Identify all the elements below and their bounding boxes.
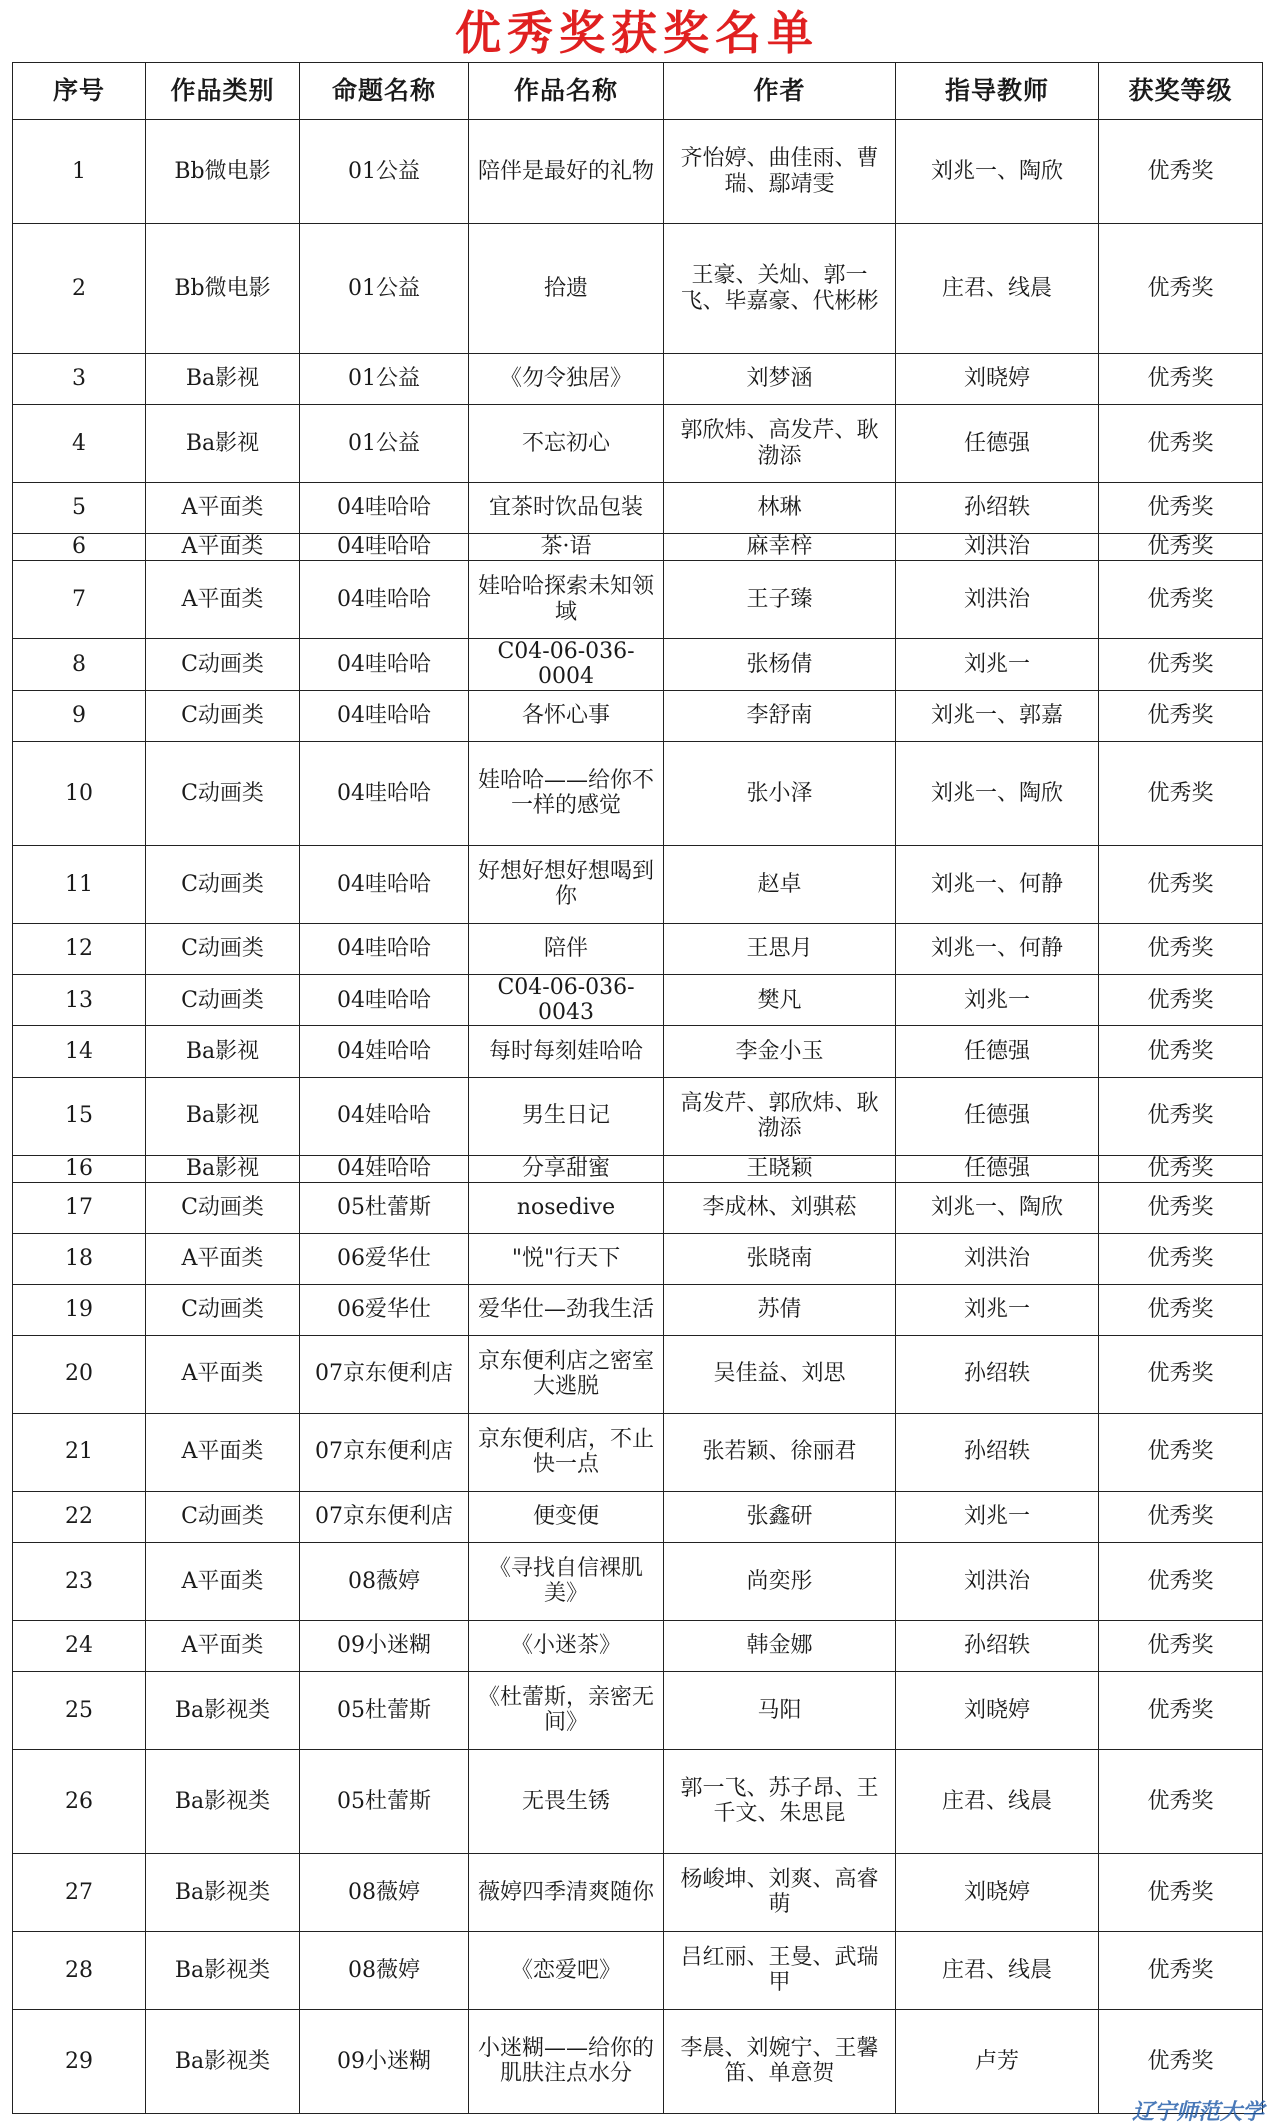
cell-author: 赵卓 xyxy=(664,845,896,923)
cell-work-title: C04-06-036-0004 xyxy=(469,639,664,691)
table-row xyxy=(13,1749,1263,1853)
cell-advisor: 刘兆一、陶欣 xyxy=(896,741,1099,845)
cell-category: Ba影视类 xyxy=(146,1671,300,1749)
cell-index: 2 xyxy=(13,224,146,354)
cell-work-title: 《恋爱吧》 xyxy=(469,1931,664,2009)
cell-topic: 04娃哈哈 xyxy=(300,1155,469,1182)
table-row xyxy=(13,534,1263,561)
cell-advisor: 刘洪治 xyxy=(896,1542,1099,1620)
cell-author: 李成林、刘骐菘 xyxy=(664,1182,896,1233)
cell-work-title: 娃哈哈——给你不一样的感觉 xyxy=(469,741,664,845)
cell-topic: 04哇哈哈 xyxy=(300,639,469,691)
cell-topic: 04哇哈哈 xyxy=(300,534,469,561)
cell-category: C动画类 xyxy=(146,923,300,974)
cell-author: 吴佳益、刘思 xyxy=(664,1335,896,1413)
table-row xyxy=(13,1931,1263,2009)
cell-award-level: 优秀奖 xyxy=(1099,1671,1263,1749)
cell-topic: 05杜蕾斯 xyxy=(300,1182,469,1233)
cell-topic: 04哇哈哈 xyxy=(300,483,469,534)
table-row xyxy=(13,1671,1263,1749)
cell-topic: 05杜蕾斯 xyxy=(300,1671,469,1749)
cell-advisor: 刘兆一、何静 xyxy=(896,845,1099,923)
cell-index: 8 xyxy=(13,639,146,691)
cell-award-level: 优秀奖 xyxy=(1099,1542,1263,1620)
table-row xyxy=(13,1077,1263,1155)
cell-work-title: 娃哈哈探索未知领域 xyxy=(469,561,664,639)
cell-award-level: 优秀奖 xyxy=(1099,405,1263,483)
cell-work-title: 京东便利店，不止快一点 xyxy=(469,1413,664,1491)
cell-author: 张若颖、徐丽君 xyxy=(664,1413,896,1491)
cell-topic: 04娃哈哈 xyxy=(300,1026,469,1077)
cell-index: 5 xyxy=(13,483,146,534)
cell-work-title: 男生日记 xyxy=(469,1077,664,1155)
cell-work-title: 爱华仕—劲我生活 xyxy=(469,1284,664,1335)
cell-index: 4 xyxy=(13,405,146,483)
cell-index: 13 xyxy=(13,974,146,1026)
cell-advisor: 刘晓婷 xyxy=(896,354,1099,405)
cell-work-title: C04-06-036-0043 xyxy=(469,974,664,1026)
table-row xyxy=(13,1335,1263,1413)
cell-award-level: 优秀奖 xyxy=(1099,1491,1263,1542)
cell-category: A平面类 xyxy=(146,561,300,639)
cell-author: 樊凡 xyxy=(664,974,896,1026)
cell-work-title: 不忘初心 xyxy=(469,405,664,483)
table-row xyxy=(13,1853,1263,1931)
award-table xyxy=(12,62,1263,2114)
cell-topic: 08薇婷 xyxy=(300,1542,469,1620)
cell-category: C动画类 xyxy=(146,1284,300,1335)
cell-author: 王思月 xyxy=(664,923,896,974)
header-work-title: 作品名称 xyxy=(469,63,664,120)
cell-work-title: 薇婷四季清爽随你 xyxy=(469,1853,664,1931)
cell-award-level: 优秀奖 xyxy=(1099,690,1263,741)
table-header-row xyxy=(13,63,1263,120)
header-advisor: 指导教师 xyxy=(896,63,1099,120)
cell-author: 李金小玉 xyxy=(664,1026,896,1077)
cell-category: C动画类 xyxy=(146,1182,300,1233)
table-row xyxy=(13,1491,1263,1542)
table-row xyxy=(13,690,1263,741)
cell-award-level: 优秀奖 xyxy=(1099,120,1263,224)
cell-topic: 04哇哈哈 xyxy=(300,741,469,845)
cell-index: 24 xyxy=(13,1620,146,1671)
cell-advisor: 刘洪治 xyxy=(896,561,1099,639)
table-row xyxy=(13,120,1263,224)
cell-advisor: 刘兆一、陶欣 xyxy=(896,1182,1099,1233)
cell-topic: 04娃哈哈 xyxy=(300,1077,469,1155)
cell-index: 28 xyxy=(13,1931,146,2009)
cell-award-level: 优秀奖 xyxy=(1099,1155,1263,1182)
cell-category: C动画类 xyxy=(146,639,300,691)
cell-category: Ba影视类 xyxy=(146,2009,300,2113)
cell-category: A平面类 xyxy=(146,483,300,534)
cell-advisor: 刘兆一、何静 xyxy=(896,923,1099,974)
cell-advisor: 庄君、线晨 xyxy=(896,1749,1099,1853)
page-title: 优秀奖获奖名单 xyxy=(455,6,819,60)
table-row xyxy=(13,1542,1263,1620)
cell-author: 王晓颖 xyxy=(664,1155,896,1182)
table-row xyxy=(13,923,1263,974)
cell-advisor: 刘兆一、陶欣 xyxy=(896,120,1099,224)
cell-category: A平面类 xyxy=(146,1233,300,1284)
cell-category: A平面类 xyxy=(146,1335,300,1413)
cell-author: 李晨、刘婉宁、王馨笛、单意贺 xyxy=(664,2009,896,2113)
header-index: 序号 xyxy=(13,63,146,120)
cell-index: 22 xyxy=(13,1491,146,1542)
cell-topic: 08薇婷 xyxy=(300,1853,469,1931)
cell-author: 张小泽 xyxy=(664,741,896,845)
cell-work-title: 每时每刻娃哈哈 xyxy=(469,1026,664,1077)
cell-index: 6 xyxy=(13,534,146,561)
cell-advisor: 庄君、线晨 xyxy=(896,1931,1099,2009)
cell-work-title: 茶·语 xyxy=(469,534,664,561)
cell-award-level: 优秀奖 xyxy=(1099,224,1263,354)
cell-award-level: 优秀奖 xyxy=(1099,534,1263,561)
cell-award-level: 优秀奖 xyxy=(1099,2009,1263,2113)
cell-author: 张晓南 xyxy=(664,1233,896,1284)
table-row xyxy=(13,483,1263,534)
cell-advisor: 任德强 xyxy=(896,1155,1099,1182)
cell-work-title: 各怀心事 xyxy=(469,690,664,741)
table-row xyxy=(13,845,1263,923)
cell-topic: 07京东便利店 xyxy=(300,1491,469,1542)
cell-author: 吕红丽、王曼、武瑞甲 xyxy=(664,1931,896,2009)
table-row xyxy=(13,1026,1263,1077)
cell-author: 张鑫研 xyxy=(664,1491,896,1542)
cell-category: Ba影视 xyxy=(146,405,300,483)
header-topic: 命题名称 xyxy=(300,63,469,120)
cell-category: C动画类 xyxy=(146,741,300,845)
cell-work-title: 《寻找自信裸肌美》 xyxy=(469,1542,664,1620)
cell-topic: 08薇婷 xyxy=(300,1931,469,2009)
cell-category: Bb微电影 xyxy=(146,120,300,224)
header-category: 作品类别 xyxy=(146,63,300,120)
cell-work-title: 陪伴是最好的礼物 xyxy=(469,120,664,224)
cell-topic: 05杜蕾斯 xyxy=(300,1749,469,1853)
cell-work-title: "悦"行天下 xyxy=(469,1233,664,1284)
cell-topic: 01公益 xyxy=(300,224,469,354)
cell-topic: 06爱华仕 xyxy=(300,1284,469,1335)
cell-index: 21 xyxy=(13,1413,146,1491)
cell-category: Ba影视类 xyxy=(146,1749,300,1853)
cell-category: A平面类 xyxy=(146,1542,300,1620)
cell-index: 12 xyxy=(13,923,146,974)
cell-index: 3 xyxy=(13,354,146,405)
cell-award-level: 优秀奖 xyxy=(1099,1077,1263,1155)
cell-advisor: 孙绍轶 xyxy=(896,1413,1099,1491)
cell-category: A平面类 xyxy=(146,1413,300,1491)
cell-topic: 07京东便利店 xyxy=(300,1335,469,1413)
cell-topic: 04哇哈哈 xyxy=(300,974,469,1026)
cell-author: 杨峻坤、刘爽、高睿萌 xyxy=(664,1853,896,1931)
cell-index: 17 xyxy=(13,1182,146,1233)
cell-advisor: 孙绍轶 xyxy=(896,1335,1099,1413)
cell-index: 23 xyxy=(13,1542,146,1620)
cell-award-level: 优秀奖 xyxy=(1099,923,1263,974)
cell-award-level: 优秀奖 xyxy=(1099,974,1263,1026)
cell-category: A平面类 xyxy=(146,534,300,561)
cell-index: 1 xyxy=(13,120,146,224)
table-row xyxy=(13,1284,1263,1335)
cell-topic: 04哇哈哈 xyxy=(300,845,469,923)
cell-index: 9 xyxy=(13,690,146,741)
header-author: 作者 xyxy=(664,63,896,120)
cell-category: C动画类 xyxy=(146,974,300,1026)
cell-advisor: 任德强 xyxy=(896,405,1099,483)
cell-index: 20 xyxy=(13,1335,146,1413)
cell-award-level: 优秀奖 xyxy=(1099,639,1263,691)
cell-award-level: 优秀奖 xyxy=(1099,1284,1263,1335)
cell-work-title: 分享甜蜜 xyxy=(469,1155,664,1182)
cell-award-level: 优秀奖 xyxy=(1099,1233,1263,1284)
cell-advisor: 任德强 xyxy=(896,1077,1099,1155)
cell-work-title: 好想好想好想喝到你 xyxy=(469,845,664,923)
cell-advisor: 孙绍轶 xyxy=(896,483,1099,534)
cell-topic: 01公益 xyxy=(300,405,469,483)
cell-advisor: 孙绍轶 xyxy=(896,1620,1099,1671)
cell-award-level: 优秀奖 xyxy=(1099,1335,1263,1413)
cell-author: 苏倩 xyxy=(664,1284,896,1335)
table-row xyxy=(13,405,1263,483)
table-row xyxy=(13,974,1263,1026)
cell-index: 11 xyxy=(13,845,146,923)
cell-topic: 07京东便利店 xyxy=(300,1413,469,1491)
cell-advisor: 刘晓婷 xyxy=(896,1671,1099,1749)
cell-index: 26 xyxy=(13,1749,146,1853)
cell-index: 15 xyxy=(13,1077,146,1155)
cell-author: 郭欣炜、高发芹、耿渤添 xyxy=(664,405,896,483)
cell-author: 李舒南 xyxy=(664,690,896,741)
cell-advisor: 刘兆一 xyxy=(896,974,1099,1026)
table-row xyxy=(13,354,1263,405)
table-row xyxy=(13,1620,1263,1671)
cell-award-level: 优秀奖 xyxy=(1099,354,1263,405)
cell-author: 张杨倩 xyxy=(664,639,896,691)
cell-author: 林琳 xyxy=(664,483,896,534)
cell-advisor: 刘兆一 xyxy=(896,1491,1099,1542)
table-row xyxy=(13,1182,1263,1233)
cell-author: 齐怡婷、曲佳雨、曹瑞、鄢靖雯 xyxy=(664,120,896,224)
cell-author: 王子臻 xyxy=(664,561,896,639)
cell-work-title: 京东便利店之密室大逃脱 xyxy=(469,1335,664,1413)
cell-topic: 01公益 xyxy=(300,120,469,224)
cell-index: 25 xyxy=(13,1671,146,1749)
cell-index: 7 xyxy=(13,561,146,639)
cell-author: 韩金娜 xyxy=(664,1620,896,1671)
cell-award-level: 优秀奖 xyxy=(1099,1026,1263,1077)
cell-index: 27 xyxy=(13,1853,146,1931)
cell-author: 王豪、关灿、郭一飞、毕嘉豪、代彬彬 xyxy=(664,224,896,354)
cell-category: Bb微电影 xyxy=(146,224,300,354)
cell-work-title: nosedive xyxy=(469,1182,664,1233)
cell-category: Ba影视 xyxy=(146,1155,300,1182)
cell-award-level: 优秀奖 xyxy=(1099,1182,1263,1233)
cell-work-title: 《勿令独居》 xyxy=(469,354,664,405)
cell-index: 19 xyxy=(13,1284,146,1335)
table-row xyxy=(13,741,1263,845)
cell-index: 16 xyxy=(13,1155,146,1182)
cell-work-title: 无畏生锈 xyxy=(469,1749,664,1853)
cell-advisor: 刘兆一 xyxy=(896,639,1099,691)
university-watermark: 辽宁师范大学 xyxy=(1131,2100,1264,2125)
cell-topic: 09小迷糊 xyxy=(300,2009,469,2113)
cell-award-level: 优秀奖 xyxy=(1099,1749,1263,1853)
cell-award-level: 优秀奖 xyxy=(1099,845,1263,923)
cell-advisor: 刘兆一 xyxy=(896,1284,1099,1335)
cell-work-title: 《杜蕾斯，亲密无间》 xyxy=(469,1671,664,1749)
cell-award-level: 优秀奖 xyxy=(1099,483,1263,534)
cell-work-title: 宜茶时饮品包装 xyxy=(469,483,664,534)
cell-work-title: 《小迷茶》 xyxy=(469,1620,664,1671)
cell-index: 29 xyxy=(13,2009,146,2113)
cell-work-title: 便变便 xyxy=(469,1491,664,1542)
cell-award-level: 优秀奖 xyxy=(1099,561,1263,639)
header-award-level: 获奖等级 xyxy=(1099,63,1263,120)
cell-author: 马阳 xyxy=(664,1671,896,1749)
cell-author: 高发芹、郭欣炜、耿渤添 xyxy=(664,1077,896,1155)
cell-advisor: 刘兆一、郭嘉 xyxy=(896,690,1099,741)
table-row xyxy=(13,1413,1263,1491)
cell-category: Ba影视 xyxy=(146,354,300,405)
cell-author: 尚奕彤 xyxy=(664,1542,896,1620)
cell-category: Ba影视 xyxy=(146,1077,300,1155)
cell-advisor: 刘晓婷 xyxy=(896,1853,1099,1931)
cell-work-title: 小迷糊——给你的肌肤注点水分 xyxy=(469,2009,664,2113)
cell-award-level: 优秀奖 xyxy=(1099,1620,1263,1671)
cell-category: Ba影视类 xyxy=(146,1853,300,1931)
cell-category: C动画类 xyxy=(146,845,300,923)
cell-topic: 06爱华仕 xyxy=(300,1233,469,1284)
cell-advisor: 刘洪治 xyxy=(896,1233,1099,1284)
cell-author: 郭一飞、苏子昂、王千文、朱思昆 xyxy=(664,1749,896,1853)
cell-work-title: 拾遗 xyxy=(469,224,664,354)
cell-advisor: 任德强 xyxy=(896,1026,1099,1077)
cell-award-level: 优秀奖 xyxy=(1099,1413,1263,1491)
table-row xyxy=(13,224,1263,354)
cell-category: Ba影视类 xyxy=(146,1931,300,2009)
cell-advisor: 庄君、线晨 xyxy=(896,224,1099,354)
cell-work-title: 陪伴 xyxy=(469,923,664,974)
cell-topic: 04哇哈哈 xyxy=(300,561,469,639)
table-row xyxy=(13,1155,1263,1182)
cell-advisor: 刘洪治 xyxy=(896,534,1099,561)
cell-topic: 01公益 xyxy=(300,354,469,405)
table-row xyxy=(13,2009,1263,2113)
cell-index: 18 xyxy=(13,1233,146,1284)
cell-topic: 09小迷糊 xyxy=(300,1620,469,1671)
cell-topic: 04哇哈哈 xyxy=(300,923,469,974)
cell-topic: 04哇哈哈 xyxy=(300,690,469,741)
cell-index: 10 xyxy=(13,741,146,845)
cell-index: 14 xyxy=(13,1026,146,1077)
cell-award-level: 优秀奖 xyxy=(1099,741,1263,845)
cell-author: 刘梦涵 xyxy=(664,354,896,405)
cell-category: Ba影视 xyxy=(146,1026,300,1077)
table-row xyxy=(13,561,1263,639)
table-row xyxy=(13,639,1263,691)
cell-award-level: 优秀奖 xyxy=(1099,1931,1263,2009)
cell-award-level: 优秀奖 xyxy=(1099,1853,1263,1931)
cell-category: A平面类 xyxy=(146,1620,300,1671)
cell-category: C动画类 xyxy=(146,1491,300,1542)
cell-category: C动画类 xyxy=(146,690,300,741)
table-row xyxy=(13,1233,1263,1284)
cell-author: 麻幸梓 xyxy=(664,534,896,561)
cell-advisor: 卢芳 xyxy=(896,2009,1099,2113)
